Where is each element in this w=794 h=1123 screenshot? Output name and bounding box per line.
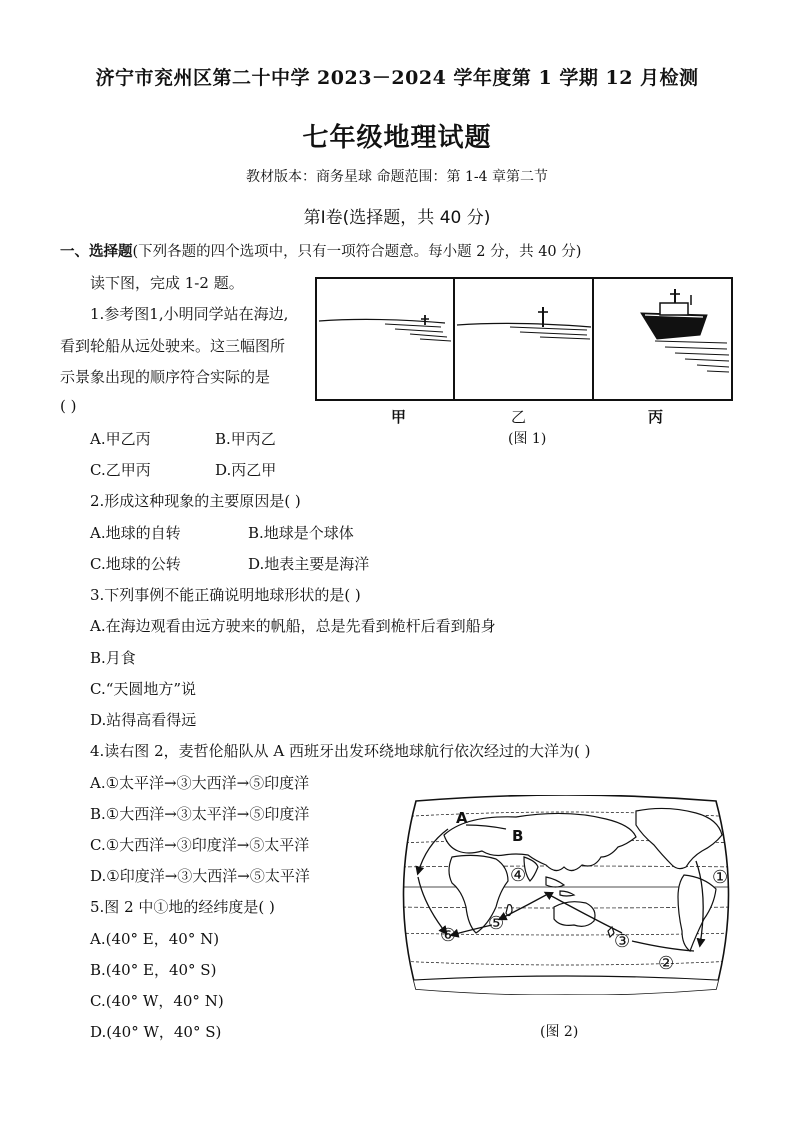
section-instructions: (下列各题的四个选项中，只有一项符合题意。每小题 2 分，共 40 分) [132, 244, 582, 260]
q2-option-d[interactable]: D.地表主要是海洋 [248, 555, 370, 573]
q1-option-a[interactable]: A.甲乙丙 [90, 430, 151, 448]
marker-3: ③ [614, 931, 631, 952]
q5-stem: 5.图 2 中①地的经纬度是( ) [90, 898, 275, 916]
figure-1-label-yi: 乙 [511, 408, 527, 426]
q1-option-c[interactable]: C.乙甲丙 [90, 461, 151, 479]
q1-option-b[interactable]: B.甲丙乙 [215, 430, 276, 448]
exam-title: 济宁市兖州区第二十中学 2023－2024 学年度第 1 学期 12 月检测 [95, 67, 699, 89]
q2-option-b[interactable]: B.地球是个球体 [248, 524, 354, 542]
q4-option-c[interactable]: C.①大西洋→③印度洋→⑤太平洋 [90, 836, 310, 854]
q2-option-a[interactable]: A.地球的自转 [90, 524, 181, 542]
q3-option-b[interactable]: B.月食 [90, 649, 136, 667]
q5-option-d[interactable]: D.(40° W，40° S) [90, 1023, 222, 1041]
marker-1: ① [712, 867, 729, 888]
australia-outline [554, 902, 595, 927]
figure-2-world-map [396, 795, 736, 995]
q5-option-a[interactable]: A.(40° E，40° N) [90, 930, 220, 948]
q3-option-a[interactable]: A.在海边观看由远方驶来的帆船，总是先看到桅杆后看到船身 [90, 617, 496, 635]
section-heading [60, 240, 581, 261]
q5-option-c[interactable]: C.(40° W，40° N) [90, 992, 224, 1010]
q1-line3: 示景象出现的顺序符合实际的是 [60, 368, 271, 386]
q4-stem: 4.读右图 2，麦哲伦船队从 A 西班牙出发环绕地球航行依次经过的大洋为( ) [90, 742, 591, 760]
marker-5: ⑤ [488, 913, 505, 934]
section-title: 一、选择题 [60, 244, 133, 260]
q1-option-d[interactable]: D.丙乙甲 [215, 461, 277, 479]
figure-1-label-bing: 丙 [648, 408, 664, 426]
exam-meta: 教材版本：商务星球 命题范围：第 1-4 章第二节 [246, 169, 548, 185]
q1-line2: 看到轮船从远处驶来。这三幅图所 [60, 337, 286, 355]
intro-text: 读下图，完成 1-2 题。 [90, 274, 244, 292]
figure-1-caption: (图 1) [508, 431, 547, 447]
q1-blank: ( ) [60, 397, 77, 415]
q4-option-d[interactable]: D.①印度洋→③大西洋→⑤太平洋 [90, 867, 310, 885]
q1-line1: 1.参考图1,小明同学站在海边, [90, 305, 289, 323]
figure-1-ship-panels [315, 277, 733, 401]
marker-2: ② [658, 953, 675, 974]
exam-subtitle: 七年级地理试题 [302, 123, 492, 153]
q5-option-b[interactable]: B.(40° E，40° S) [90, 961, 217, 979]
figure-2-caption: (图 2) [540, 1024, 579, 1040]
antarctica-outline [396, 976, 736, 995]
map-label-b: B [512, 827, 524, 845]
map-label-a: A [456, 809, 468, 827]
q4-option-b[interactable]: B.①大西洋→③太平洋→⑤印度洋 [90, 805, 310, 823]
figure-1-label-jia: 甲 [391, 408, 407, 426]
part-heading: 第Ⅰ卷(选择题，共 40 分) [303, 208, 491, 228]
q3-option-d[interactable]: D.站得高看得远 [90, 711, 197, 729]
q2-option-c[interactable]: C.地球的公转 [90, 555, 181, 573]
marker-4: ④ [510, 865, 527, 886]
q3-stem: 3.下列事例不能正确说明地球形状的是( ) [90, 586, 361, 604]
q3-option-c[interactable]: C.“天圆地方”说 [90, 680, 197, 698]
q2-stem: 2.形成这种现象的主要原因是( ) [90, 492, 301, 510]
marker-6: ⑥ [440, 925, 457, 946]
q4-option-a[interactable]: A.①太平洋→③大西洋→⑤印度洋 [90, 774, 310, 792]
